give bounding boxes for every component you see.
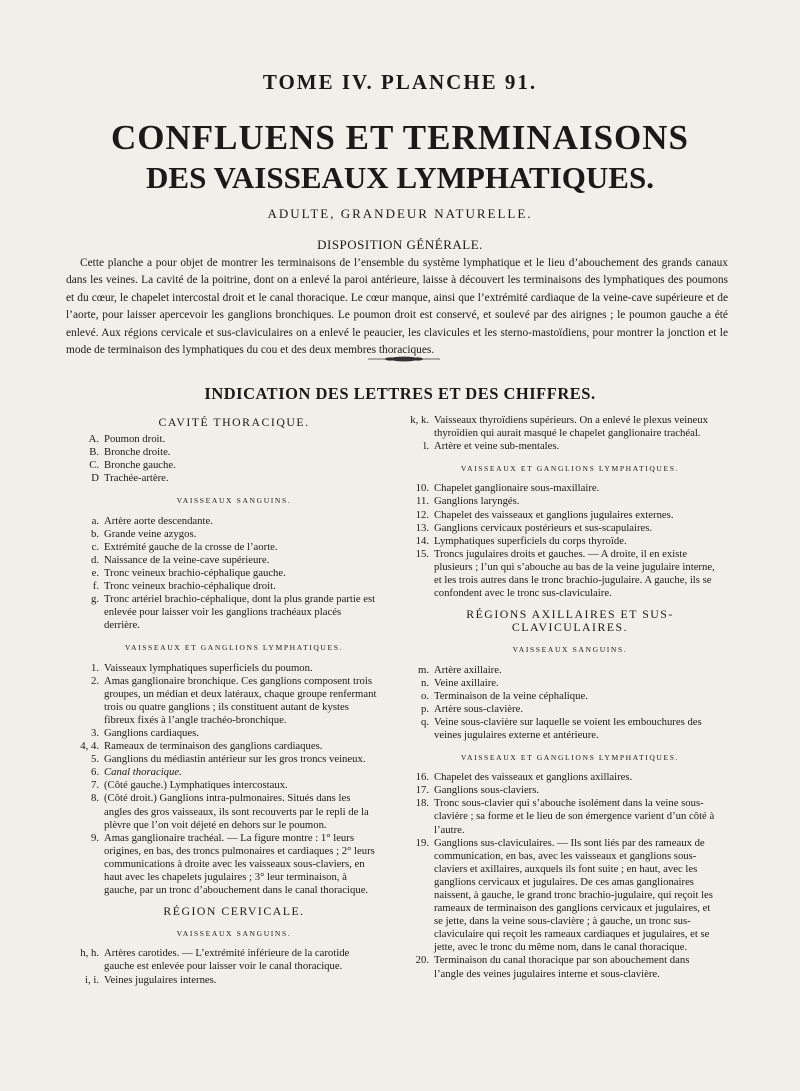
legend-key: 19. bbox=[415, 836, 429, 849]
subsection-lymphatiques-axillaires: VAISSEAUX ET GANGLIONS LYMPHATIQUES. bbox=[460, 753, 680, 763]
legend-item bbox=[415, 784, 720, 797]
ornament-divider bbox=[368, 355, 440, 363]
legend-text: Veines jugulaires internes. bbox=[104, 973, 217, 986]
legend-item bbox=[415, 797, 720, 836]
legend-item bbox=[80, 947, 378, 973]
legend-key: 6. bbox=[90, 766, 99, 779]
legend-item bbox=[90, 580, 378, 593]
legend-text: Artères carotides. — L’extrémité inférieure de la carotide gauche est enlevée pour laisser voir le canal thoracique. bbox=[104, 947, 350, 973]
legend-key: B. bbox=[89, 446, 99, 459]
legend-text: Bronche gauche. bbox=[104, 459, 176, 472]
legend-item bbox=[90, 515, 378, 528]
subsection-sanguins-axillaires: VAISSEAUX SANGUINS. bbox=[512, 645, 628, 655]
legend-text: Ganglions laryngés. bbox=[434, 495, 520, 508]
axillaires-lymphatiques-list bbox=[415, 771, 720, 981]
legend-key: c. bbox=[91, 540, 99, 553]
legend-key: a. bbox=[91, 514, 99, 527]
legend-key: 16. bbox=[415, 771, 429, 784]
legend-item bbox=[415, 521, 720, 535]
legend-item bbox=[90, 662, 378, 675]
legend-key: b. bbox=[90, 527, 99, 540]
legend-text: Chapelet ganglionaire sous-maxillaire. bbox=[434, 482, 600, 495]
legend-key: g. bbox=[90, 593, 99, 606]
legend-item bbox=[90, 472, 378, 485]
legend-item bbox=[416, 495, 720, 508]
legend-text: Rameaux de terminaison des ganglions cardiaques. bbox=[104, 740, 323, 753]
legend-item bbox=[90, 792, 378, 831]
legend-item bbox=[90, 433, 378, 446]
legend-key: h, h. bbox=[80, 947, 99, 960]
legend-item bbox=[415, 771, 720, 784]
legend-key: 11. bbox=[416, 495, 429, 508]
disposition-heading: DISPOSITION GÉNÉRALE. bbox=[317, 237, 483, 252]
legend-key: 13. bbox=[415, 521, 429, 534]
legend-item bbox=[415, 547, 720, 600]
legend-item bbox=[415, 534, 720, 548]
thyroid-list bbox=[410, 414, 720, 453]
legend-text: Terminaison de la veine céphalique. bbox=[434, 689, 588, 702]
vaisseaux-sanguins-list bbox=[90, 515, 378, 633]
legend-item bbox=[90, 459, 378, 472]
legend-key: m. bbox=[418, 663, 429, 676]
legend-text: Artère axillaire. bbox=[434, 663, 502, 676]
legend-key: 7. bbox=[90, 779, 99, 792]
legend-key: 4, 4. bbox=[80, 740, 99, 753]
legend-key: 20. bbox=[415, 954, 429, 967]
legend-item bbox=[90, 832, 378, 897]
legend-key: o. bbox=[420, 689, 429, 702]
legend-item bbox=[420, 440, 720, 453]
legend-text: Artère sous-clavière. bbox=[434, 702, 524, 715]
legend-key: 9. bbox=[90, 831, 99, 844]
legend-key: D bbox=[91, 472, 99, 485]
legend-text: Extrémité gauche de la crosse de l’aorte. bbox=[104, 540, 278, 553]
section-cavite-thoracique: CAVITÉ THORACIQUE. bbox=[158, 415, 310, 429]
legend-key: 1. bbox=[90, 661, 99, 674]
legend-text: Trachée-artère. bbox=[104, 472, 169, 485]
legend-item bbox=[90, 541, 378, 554]
legend-text: Bronche droite. bbox=[104, 446, 171, 459]
legend-text: Veine sous-clavière sur laquelle se voient les embouchures des veines jugulaires externe et antérieure. bbox=[434, 715, 702, 741]
subsection-vaisseaux-lymphatiques: VAISSEAUX ET GANGLIONS LYMPHATIQUES. bbox=[124, 643, 344, 653]
indication-heading: INDICATION DES LETTRES ET DES CHIFFRES. bbox=[204, 384, 596, 403]
legend-item bbox=[85, 973, 378, 987]
legend-key: l. bbox=[423, 440, 429, 453]
legend-key: k, k. bbox=[410, 414, 429, 426]
legend-text: Grande veine azygos. bbox=[104, 527, 197, 540]
legend-key: e. bbox=[91, 566, 99, 579]
legend-key: 18. bbox=[415, 797, 429, 810]
legend-key: A. bbox=[88, 433, 99, 446]
title-line-1: CONFLUENS ET TERMINAISONS bbox=[110, 118, 689, 157]
legend-item bbox=[80, 740, 378, 753]
legend-item bbox=[410, 414, 720, 440]
right-column bbox=[410, 414, 720, 981]
legend-text: Tronc veineux brachio-céphalique droit. bbox=[104, 580, 276, 593]
legend-text: Artère aorte descendante. bbox=[104, 514, 213, 527]
axillaires-sanguins-list bbox=[420, 664, 720, 743]
legend-item bbox=[90, 554, 378, 567]
legend-key: n. bbox=[420, 676, 429, 689]
cervicale-sanguins-list bbox=[80, 947, 378, 986]
section-regions-axillaires: RÉGIONS AXILLAIRES ET SUS-CLAVICULAIRES. bbox=[466, 607, 674, 635]
legend-item bbox=[415, 508, 720, 522]
disposition-text: Cette planche a pour objet de montrer les terminaisons de l’ensemble du système lymphatique et le lieu d’abouchement des grands canaux dans les veines. La cavité de la poitrine, dont on a enlevé la paroi antérieure, laisse à découvert les terminaisons des lymphatiques des poumons et du cœur, le chapelet intercostal droit et le canal thoracique. Le cœur manque, ainsi que l’extrémité cardiaque de la veine-cave supérieure et de l’aorte, pour laisser apercevoir les ganglions bronchiques. Le poumon droit est conservé, et soulevé par des airignes ; le poumon gauche a été enlevé. Aux régions cervicale et sus-claviculaires on a enlevé le peaucier, les clavicules et les sterno-mastoïdiens, pour montrer la jonction et le mode de terminaison des lymphatiques du cou et des deux membres thoraciques. bbox=[66, 257, 728, 357]
legend-item bbox=[90, 727, 378, 740]
legend-text: Ganglions cervicaux postérieurs et sus-scapulaires. bbox=[434, 521, 653, 534]
legend-text: Artère et veine sub-mentales. bbox=[434, 440, 560, 453]
legend-item bbox=[420, 664, 720, 677]
cavite-list bbox=[90, 433, 378, 485]
legend-item bbox=[90, 766, 378, 779]
legend-text: Tronc sous-clavier qui s’abouche isolément dans la veine sous-clavière ; sa forme et le lieu de son émergence varient d’un côté à l’autre. bbox=[434, 797, 715, 836]
legend-item bbox=[420, 677, 720, 690]
legend-text: Vaisseaux lymphatiques superficiels du poumon. bbox=[104, 661, 313, 674]
legend-text: Troncs jugulaires droits et gauches. — A droite, il en existe plusieurs ; l’un qui s’abouche au bas de la veine jugulaire interne, et les trois autres dans le tronc brachio-jugulaire. A gauche, ils se confondent avec le tronc sus-claviculaire. bbox=[434, 547, 715, 600]
subsection-vaisseaux-sanguins: VAISSEAUX SANGUINS. bbox=[176, 496, 292, 506]
legend-text: (Côté droit.) Ganglions intra-pulmonaires. Situés dans les angles des gros vaisseaux, ils sont recouverts par le repli de la plèvre que l’on voit déjeté en dehors sur le poumon. bbox=[104, 792, 369, 831]
legend-item bbox=[90, 753, 378, 766]
legend-text: Lymphatiques superficiels du corps thyroïde. bbox=[434, 534, 627, 547]
section-region-cervicale: RÉGION CERVICALE. bbox=[163, 904, 305, 919]
legend-item bbox=[90, 446, 378, 459]
cervicale-lymphatiques-list bbox=[415, 482, 720, 600]
legend-item bbox=[420, 703, 720, 716]
legend-text: Chapelet des vaisseaux et ganglions jugulaires externes. bbox=[434, 508, 674, 521]
legend-text: (Côté gauche.) Lymphatiques intercostaux. bbox=[104, 779, 288, 792]
legend-text: Amas ganglionaire trachéal. — La figure montre : 1° leurs origines, en bas, des troncs pulmonaires et cardiaques ; 2° leurs communications à droite avec les vaisseaux sous-claviers, en haut avec les chapelets jugulaires ; 3° leur terminaison, à gauche, par un tronc d’abouchement dans le canal thoracique. bbox=[104, 831, 375, 897]
legend-key: 14. bbox=[415, 534, 429, 547]
legend-item bbox=[415, 482, 720, 495]
legend-text: Vaisseaux thyroïdiens supérieurs. On a enlevé le plexus veineux thyroïdien qui aurait masqué le chapelet ganglionaire trachéal. bbox=[434, 414, 708, 440]
legend-text: Veine axillaire. bbox=[434, 676, 499, 689]
legend-key: 2. bbox=[90, 674, 99, 687]
legend-item bbox=[90, 779, 378, 792]
subsection-vaisseaux-sanguins-cervicale: VAISSEAUX SANGUINS. bbox=[176, 929, 292, 939]
legend-item bbox=[90, 675, 378, 727]
left-column bbox=[80, 414, 378, 987]
legend-text: Amas ganglionaire bronchique. Ces ganglions composent trois groupes, un médian et deux latéraux, chaque groupe renfermant trois ou quatre ganglions ; ils constituent autant de kystes fibreux fixés à l’angle trachéo-bronchique. bbox=[104, 674, 377, 726]
legend-item bbox=[90, 593, 378, 632]
legend-text: Terminaison du canal thoracique par son abouchement dans l’angle des veines jugulaires interne et sous-clavière. bbox=[434, 954, 690, 980]
legend-text: Ganglions du médiastin antérieur sur les gros troncs veineux. bbox=[104, 753, 366, 766]
legend-text: Naissance de la veine-cave supérieure. bbox=[104, 553, 270, 566]
legend-item bbox=[420, 716, 720, 742]
legend-key: d. bbox=[90, 553, 99, 566]
legend-item bbox=[420, 690, 720, 703]
legend-key: C. bbox=[89, 459, 99, 472]
legend-item bbox=[90, 528, 378, 541]
legend-item bbox=[415, 954, 720, 980]
legend-text: Poumon droit. bbox=[104, 433, 166, 446]
legend-key: 12. bbox=[415, 508, 429, 521]
legend-item bbox=[90, 567, 378, 580]
legend-text: Chapelet des vaisseaux et ganglions axillaires. bbox=[434, 771, 633, 784]
legend-text: Tronc veineux brachio-céphalique gauche. bbox=[104, 566, 286, 579]
legend-key: p. bbox=[420, 702, 429, 715]
legend-key: 8. bbox=[90, 792, 99, 805]
plate-number: TOME IV. PLANCHE 91. bbox=[262, 70, 538, 94]
title-line-2: DES VAISSEAUX LYMPHATIQUES. bbox=[146, 160, 654, 195]
legend-key: 15. bbox=[415, 547, 429, 560]
legend-item bbox=[415, 836, 720, 955]
legend-text: Canal thoracique. bbox=[104, 766, 182, 779]
subsection-lymphatiques-cervicale: VAISSEAUX ET GANGLIONS LYMPHATIQUES. bbox=[460, 464, 680, 474]
legend-key: f. bbox=[92, 580, 99, 593]
legend-text: Ganglions sus-claviculaires. — Ils sont liés par des rameaux de communication, en bas, avec les vaisseaux et ganglions sous-claviers et axillaires, auxquels ils font suite ; en haut, avec les ganglions cervicaux et jugulaires. De ces amas ganglionaires naissent, à gauche, le grand tronc brachio-jugulaire, qui reçoit les rameaux de terminaison des ganglions cervicaux et jugulaires, et se jette, dans la veine sous-clavière ; à gauche, un tronc sus-claviculaire qui reçoit les rameaux cardiaques et jugulaires, et se jette, avec le tronc du même nom, dans le canal thoracique. bbox=[434, 836, 713, 954]
legend-key: 5. bbox=[90, 753, 99, 766]
legend-key: q. bbox=[420, 715, 429, 728]
legend-text: Ganglions cardiaques. bbox=[104, 726, 199, 739]
legend-key: i, i. bbox=[85, 973, 99, 986]
legend-key: 10. bbox=[415, 482, 429, 495]
legend-key: 17. bbox=[415, 784, 429, 797]
legend-text: Ganglions sous-claviers. bbox=[434, 784, 540, 797]
subtitle: ADULTE, GRANDEUR NATURELLE. bbox=[267, 206, 533, 221]
lymphatiques-list bbox=[80, 661, 378, 898]
legend-key: 3. bbox=[90, 726, 99, 739]
legend-text: Tronc artériel brachio-céphalique, dont la plus grande partie est enlevée pour laisser voir les ganglions trachéaux placés derrière. bbox=[104, 593, 376, 632]
